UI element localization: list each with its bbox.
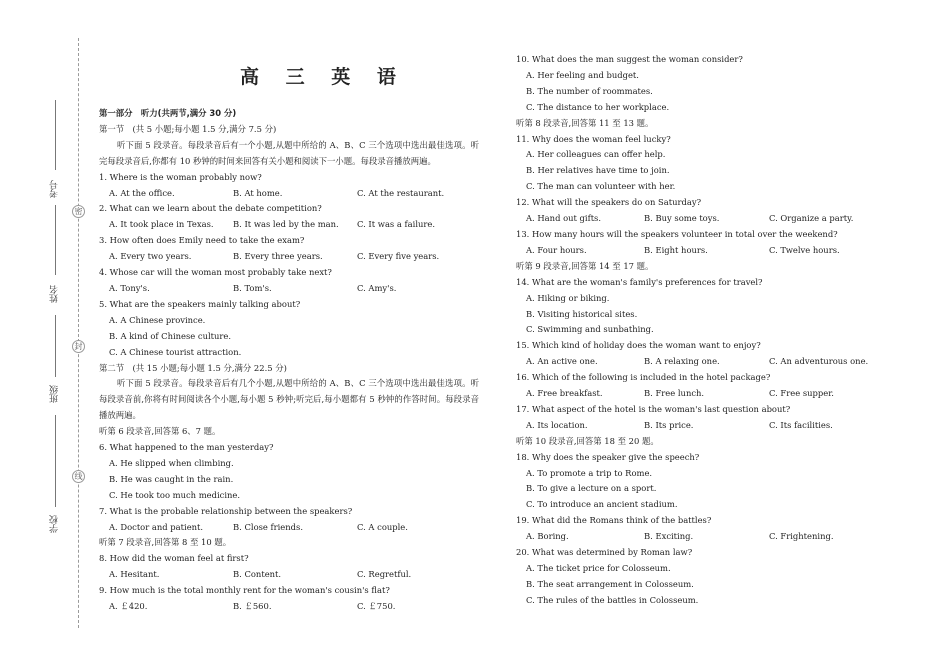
option-a: A. Every two years. [109,251,192,262]
fill-line-class [55,315,56,377]
question-11: 11. Why does the woman feel lucky? [516,133,671,144]
option-c: C. ￡750. [357,601,396,612]
option-b: B. Every three years. [233,251,323,262]
option-a: A. ￡420. [109,601,148,612]
recording-hint-8: 听第 8 段录音,回答第 11 至 13 题。 [516,117,654,128]
option-b: B. Free lunch. [644,388,705,399]
question-2-options [99,217,479,233]
seal-feng: 封 [72,340,85,353]
option-a: A. Hesitant. [109,569,160,580]
binding-margin [0,0,92,651]
option-b: B. ￡560. [233,601,272,612]
question-19-options [516,529,886,545]
option-a: A. Her colleagues can offer help. [526,149,666,160]
question-9: 9. How much is the total monthly rent for the woman's cousin's flat? [99,585,390,596]
part1-title: 第一部分 听力(共两节,满分 30 分) [99,108,237,118]
question-7: 7. What is the probable relationship between the speakers? [99,505,353,516]
question-10: 10. What does the man suggest the woman consider? [516,54,743,64]
fill-line-name [55,205,56,275]
option-b: B. Content. [233,569,282,580]
option-c: C. Regretful. [357,569,412,580]
question-3: 3. How often does Emily need to take the exam? [99,235,305,246]
question-2: 2. What can we learn about the debate competition? [99,203,322,214]
option-c: C. A couple. [357,521,408,532]
label-exam-number: 考号 [50,180,60,198]
question-13-options [516,243,886,259]
question-16: 16. Which of the following is included in the hotel package? [516,372,771,383]
question-8: 8. How did the woman feel at first? [99,553,249,564]
page-title: 高 三 英 语 [240,66,406,88]
option-b: B. To give a lecture on a sport. [526,483,657,494]
option-c: C. Organize a party. [769,213,854,224]
option-a: A. Tony's. [109,282,150,293]
section1-instructions: 听下面 5 段录音。每段录音后有一个小题,从题中所给的 A、B、C 三个选项中选出最佳选项。听完每段录音后,你都有 10 秒钟的时间来回答有关小题和阅读下一小题。每段录音播放两遍。 [99,139,479,166]
recording-hint-9: 听第 9 段录音,回答第 14 至 17 题。 [516,260,654,271]
section2-title: 第二节 (共 15 小题;每小题 1.5 分,满分 22.5 分) [99,362,287,373]
option-c: C. The distance to her workplace. [526,101,670,112]
option-a: A. Her feeling and budget. [526,69,639,80]
option-b: B. Its price. [644,419,694,430]
option-a: A. Four hours. [526,244,587,255]
option-b: B. At home. [233,187,283,198]
question-16-options [516,386,886,402]
option-b: B. Eight hours. [644,244,708,255]
question-4-options [99,281,479,297]
option-c: C. Amy's. [357,282,397,293]
option-b: B. Her relatives have time to join. [526,165,670,176]
option-a: A. It took place in Texas. [109,219,214,230]
option-a: A. Its location. [526,419,588,430]
option-b: B. Visiting historical sites. [526,308,638,319]
question-18: 18. Why does the speaker give the speech? [516,451,700,462]
option-a: A. He slipped when climbing. [109,457,234,468]
question-3-options [99,249,479,265]
option-c: C. Free supper. [769,388,834,399]
option-c: C. Every five years. [357,251,440,262]
option-a: A. Boring. [526,531,569,542]
option-b: B. Buy some toys. [644,213,720,224]
option-b: B. The seat arrangement in Colosseum. [526,578,694,589]
question-19: 19. What did the Romans think of the battles? [516,515,712,526]
question-1-options [99,186,479,202]
option-c: C. Swimming and sunbathing. [526,324,654,335]
option-a: A. The ticket price for Colosseum. [526,563,671,573]
question-9-options [99,599,479,615]
question-14: 14. What are the woman's family's preferences for travel? [516,276,763,287]
option-b: B. Tom's. [233,282,272,293]
question-5: 5. What are the speakers mainly talking about? [99,298,301,309]
option-c: C. Frightening. [769,531,834,542]
label-school: 学校 [50,515,60,533]
option-c: C. Its facilities. [769,419,833,430]
question-12-options [516,211,886,227]
option-b: B. Exciting. [644,531,694,542]
question-17-options [516,418,886,434]
question-4: 4. Whose car will the woman most probably take next? [99,267,332,278]
option-a: A. At the office. [109,187,175,198]
option-a: A. Doctor and patient. [109,521,204,532]
recording-hint-10: 听第 10 段录音,回答第 18 至 20 题。 [516,435,659,446]
right-column [516,52,886,609]
option-c: C. An adventurous one. [769,356,869,367]
option-b: B. A relaxing one. [644,356,720,367]
question-6: 6. What happened to the man yesterday? [99,442,274,453]
fill-line-exam-number [55,100,56,170]
question-8-options [99,567,479,583]
seal-cut-line [78,38,79,628]
question-13: 13. How many hours will the speakers volunteer in total over the weekend? [516,228,838,239]
option-c: C. At the restaurant. [357,187,445,198]
option-b: B. A kind of Chinese culture. [109,330,232,341]
question-15: 15. Which kind of holiday does the woman want to enjoy? [516,340,761,351]
question-7-options [99,520,479,536]
question-12: 12. What will the speakers do on Saturday? [516,197,702,208]
fill-line-school [55,415,56,507]
option-a: A. Hand out gifts. [526,213,602,224]
section2-instructions: 听下面 5 段录音。每段录音后有几个小题,从题中所给的 A、B、C 三个选项中选出最佳选项。听每段录音前,你将有时间阅读各个小题,每小题 5 秒钟;听完后,每小题都有 5 秒钟的作答时间。每段录音播放两遍。 [99,378,479,421]
seal-mi: 密 [72,205,85,218]
question-20: 20. What was determined by Roman law? [516,547,693,558]
option-c: C. Twelve hours. [769,244,840,255]
option-b: B. Close friends. [233,521,303,532]
question-17: 17. What aspect of the hotel is the woman's last question about? [516,403,791,414]
option-a: A. To promote a trip to Rome. [526,467,653,478]
option-c: C. To introduce an ancient stadium. [526,499,678,510]
option-c: C. He took too much medicine. [109,489,241,500]
option-c: C. The rules of the battles in Colosseum. [526,594,699,605]
option-b: B. It was led by the man. [233,219,339,230]
option-a: A. Hiking or biking. [526,292,610,303]
question-1: 1. Where is the woman probably now? [99,171,262,182]
recording-hint-7: 听第 7 段录音,回答第 8 至 10 题。 [99,537,232,548]
section1-title: 第一节 (共 5 小题;每小题 1.5 分,满分 7.5 分) [99,123,277,134]
seal-xian: 线 [72,470,85,483]
left-column [99,106,479,615]
label-class: 班级 [50,385,60,403]
recording-hint-6: 听第 6 段录音,回答第 6、7 题。 [99,426,221,437]
label-name: 姓名 [50,285,60,303]
option-a: A. An active one. [526,356,598,367]
option-b: B. He was caught in the rain. [109,473,234,484]
option-a: A. Free breakfast. [526,388,603,399]
option-b: B. The number of roommates. [526,85,653,96]
option-c: C. A Chinese tourist attraction. [109,346,242,357]
option-c: C. It was a failure. [357,219,436,230]
option-c: C. The man can volunteer with her. [526,181,676,192]
question-15-options [516,354,886,370]
option-a: A. A Chinese province. [109,314,206,325]
